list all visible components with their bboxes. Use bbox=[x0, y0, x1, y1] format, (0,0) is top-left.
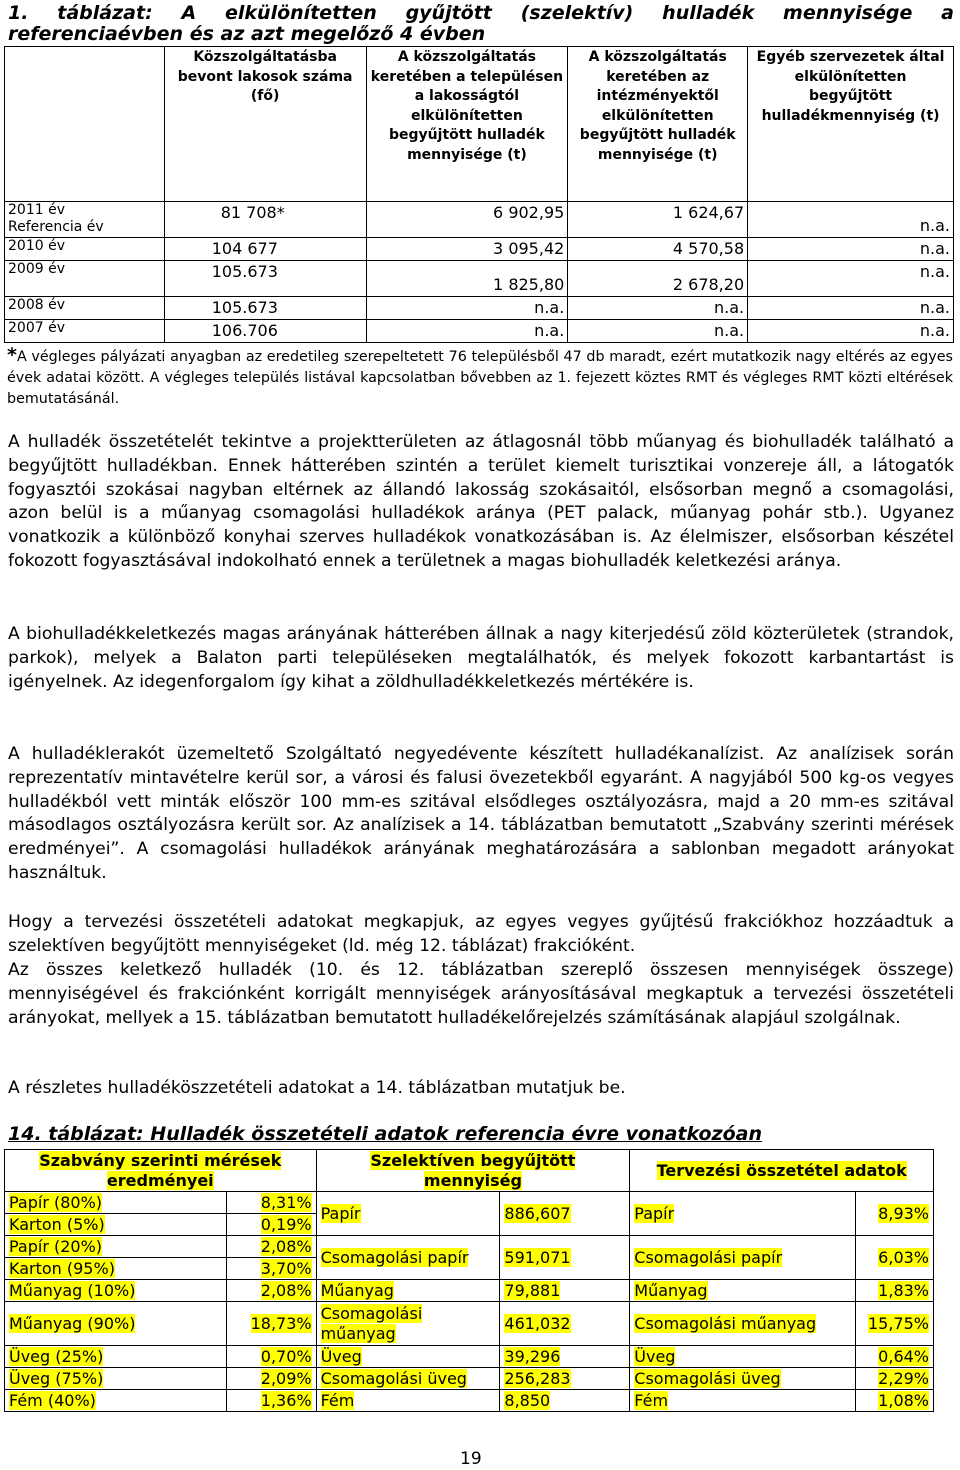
table-row bbox=[5, 1280, 934, 1302]
sel-value: 39,296 bbox=[504, 1346, 561, 1366]
table1-header-cell: A közszolgáltatás keretében az intézményektől elkülönítetten begyűjtött hulladék mennyisége (t) bbox=[568, 47, 748, 202]
sel-value: 591,071 bbox=[504, 1247, 571, 1267]
table14 bbox=[4, 1149, 934, 1412]
table14-header-cell bbox=[630, 1150, 934, 1192]
std-name: Papír (80%) bbox=[9, 1192, 103, 1212]
table14-header-row bbox=[5, 1150, 934, 1192]
residential-cell: 1 825,80 bbox=[366, 261, 568, 297]
std-value: 8,31% bbox=[260, 1192, 312, 1212]
plan-value: 15,75% bbox=[867, 1313, 929, 1333]
sel-name: Fém bbox=[320, 1390, 355, 1410]
other-cell: n.a. bbox=[748, 202, 954, 238]
institutional-cell: n.a. bbox=[568, 297, 748, 320]
std-name: Karton (5%) bbox=[9, 1214, 105, 1234]
plan-value: 1,08% bbox=[878, 1390, 929, 1410]
plan-name-cell bbox=[630, 1236, 856, 1280]
year-cell: 2007 év bbox=[5, 320, 165, 343]
plan-name-cell bbox=[630, 1302, 856, 1346]
std-name-cell bbox=[5, 1390, 227, 1412]
std-value: 3,70% bbox=[260, 1258, 312, 1278]
std-value: 18,73% bbox=[250, 1313, 312, 1333]
sel-name-cell bbox=[316, 1280, 500, 1302]
year-label: 2011 év bbox=[8, 202, 65, 218]
plan-name-cell bbox=[630, 1192, 856, 1236]
table1-header-cell bbox=[5, 47, 165, 202]
year-sublabel: Referencia év bbox=[8, 219, 104, 235]
table1-title-line1: 1. táblázat: A elkülönítetten gyűjtött (szelektív) hulladék mennyisége a bbox=[8, 2, 954, 24]
footnote-star: * bbox=[7, 344, 17, 366]
plan-name: Papír bbox=[634, 1203, 675, 1223]
table-row bbox=[5, 238, 954, 261]
sel-name-cell bbox=[316, 1368, 500, 1390]
plan-name: Csomagolási üveg bbox=[634, 1368, 781, 1388]
plan-name: Csomagolási papír bbox=[634, 1247, 783, 1267]
sel-value-cell bbox=[500, 1368, 630, 1390]
sel-name: Csomagolási üveg bbox=[320, 1368, 467, 1388]
sel-name-cell bbox=[316, 1390, 500, 1412]
table1-footnote bbox=[7, 345, 953, 410]
population-cell: 81 708* bbox=[164, 202, 366, 238]
plan-value: 2,29% bbox=[878, 1368, 929, 1388]
std-name: Karton (95%) bbox=[9, 1258, 115, 1278]
paragraph: A hulladék összetételét tekintve a projektterületen az átlagosnál több műanyag és biohulladék található a begyűjtött hulladékban. Ennek hátterében szintén a terület kiemelt turisztikai vonzereje áll, a látogatók fogyasztói szokásai nagyban eltérnek az állandó lakosság szokásaitól, elsősorban megnő a csomagolási, azon belül is a műanyag csomagolási hulladékok aránya (PET palack, műanyag pohár stb.). Ugyanez vonatkozik a különböző konyhai szerves hulladékok vonatkozásában is. Az élelmiszer, elsősorban készétel fokozott fogyasztásával indokolható ennek a területnek a magas biohulladék keletkezési aránya. bbox=[8, 432, 954, 571]
plan-value-cell bbox=[855, 1302, 933, 1346]
table-row bbox=[5, 1346, 934, 1368]
plan-value-cell bbox=[855, 1390, 933, 1412]
year-cell: 2010 év bbox=[5, 238, 165, 261]
plan-value-cell bbox=[855, 1346, 933, 1368]
population-cell: 105.673 bbox=[164, 261, 366, 297]
std-name-cell bbox=[5, 1280, 227, 1302]
plan-value-cell bbox=[855, 1192, 933, 1236]
sel-value-cell bbox=[500, 1302, 630, 1346]
residential-cell: 6 902,95 bbox=[366, 202, 568, 238]
std-name-cell bbox=[5, 1236, 227, 1258]
year-cell bbox=[5, 202, 165, 238]
population-cell: 106.706 bbox=[164, 320, 366, 343]
std-name-cell bbox=[5, 1192, 227, 1214]
std-value-cell bbox=[226, 1302, 316, 1346]
sel-name: Papír bbox=[320, 1203, 361, 1223]
plan-name-cell bbox=[630, 1390, 856, 1412]
paragraph: Az összes keletkező hulladék (10. és 12. táblázatban szereplő összesen mennyiségek összege) mennyiségével és frakciónként korrigált mennyiségek arányosításával megkaptuk a tervezési összetételi arányokat, mellyek a 15. táblázatban bemutatott hulladékelőrejelzés számításának alapjául szolgálnak. bbox=[8, 960, 954, 1028]
table-row bbox=[5, 1368, 934, 1390]
population-cell: 104 677 bbox=[164, 238, 366, 261]
header-text: Tervezési összetétel adatok bbox=[656, 1160, 907, 1180]
plan-value: 0,64% bbox=[878, 1346, 929, 1366]
page-number: 19 bbox=[460, 1449, 482, 1469]
other-cell: n.a. bbox=[748, 238, 954, 261]
sel-value-cell bbox=[500, 1346, 630, 1368]
residential-cell: 3 095,42 bbox=[366, 238, 568, 261]
paragraph: A részletes hulladéköszzetételi adatokat a 14. táblázatban mutatjuk be. bbox=[8, 1078, 626, 1098]
institutional-cell: 4 570,58 bbox=[568, 238, 748, 261]
table1 bbox=[4, 46, 954, 343]
plan-name: Üveg bbox=[634, 1346, 676, 1366]
table-row bbox=[5, 261, 954, 297]
plan-name: Műanyag bbox=[634, 1280, 708, 1300]
table-row bbox=[5, 1192, 934, 1214]
std-name: Üveg (25%) bbox=[9, 1346, 104, 1366]
std-name-cell bbox=[5, 1368, 227, 1390]
sel-value: 461,032 bbox=[504, 1313, 571, 1333]
institutional-cell: 2 678,20 bbox=[568, 261, 748, 297]
paragraph: Hogy a tervezési összetételi adatokat megkapjuk, az egyes vegyes gyűjtésű frakciókhoz hozzáadtuk a szelektíven begyűjtött mennyiségeket (ld. még 12. táblázat) frakcióként. bbox=[8, 912, 954, 956]
plan-name: Fém bbox=[634, 1390, 669, 1410]
sel-value-cell bbox=[500, 1390, 630, 1412]
std-name-cell bbox=[5, 1214, 227, 1236]
std-name: Műanyag (10%) bbox=[9, 1280, 136, 1300]
table14-header-cell bbox=[316, 1150, 630, 1192]
sel-name-cell bbox=[316, 1236, 500, 1280]
year-cell: 2008 év bbox=[5, 297, 165, 320]
residential-cell: n.a. bbox=[366, 297, 568, 320]
table1-header-cell: Egyéb szervezetek által elkülönítetten begyűjtött hulladékmennyiség (t) bbox=[748, 47, 954, 202]
sel-name-cell bbox=[316, 1192, 500, 1236]
std-value: 2,08% bbox=[260, 1236, 312, 1256]
std-value: 0,19% bbox=[260, 1214, 312, 1234]
std-name: Papír (20%) bbox=[9, 1236, 103, 1256]
std-name: Fém (40%) bbox=[9, 1390, 96, 1410]
other-cell: n.a. bbox=[748, 261, 954, 297]
table-row bbox=[5, 1302, 934, 1346]
header-text: Szabvány szerinti mérések eredményei bbox=[39, 1150, 282, 1190]
plan-name-cell bbox=[630, 1346, 856, 1368]
table-row bbox=[5, 297, 954, 320]
institutional-cell: 1 624,67 bbox=[568, 202, 748, 238]
sel-name-cell bbox=[316, 1346, 500, 1368]
other-cell: n.a. bbox=[748, 320, 954, 343]
std-name: Műanyag (90%) bbox=[9, 1313, 136, 1333]
table-row bbox=[5, 320, 954, 343]
plan-name: Csomagolási műanyag bbox=[634, 1313, 817, 1333]
table-row bbox=[5, 1236, 934, 1258]
year-cell: 2009 év bbox=[5, 261, 165, 297]
std-value-cell bbox=[226, 1390, 316, 1412]
plan-value: 1,83% bbox=[878, 1280, 929, 1300]
std-name-cell bbox=[5, 1258, 227, 1280]
std-name-cell bbox=[5, 1346, 227, 1368]
sel-value: 79,881 bbox=[504, 1280, 561, 1300]
sel-name: Csomagolási műanyag bbox=[320, 1303, 423, 1343]
table14-header-cell bbox=[5, 1150, 317, 1192]
std-name: Üveg (75%) bbox=[9, 1368, 104, 1388]
std-value-cell bbox=[226, 1368, 316, 1390]
sel-value-cell bbox=[500, 1236, 630, 1280]
plan-value-cell bbox=[855, 1236, 933, 1280]
sel-name: Csomagolási papír bbox=[320, 1247, 469, 1267]
table1-header-row bbox=[5, 47, 954, 202]
std-value: 1,36% bbox=[260, 1390, 312, 1410]
sel-name: Műanyag bbox=[320, 1280, 394, 1300]
sel-value-cell bbox=[500, 1192, 630, 1236]
residential-cell: n.a. bbox=[366, 320, 568, 343]
std-value: 2,08% bbox=[260, 1280, 312, 1300]
sel-value: 886,607 bbox=[504, 1203, 571, 1223]
table14-title: 14. táblázat: Hulladék összetételi adatok referencia évre vonatkozóan bbox=[8, 1123, 763, 1145]
std-value: 2,09% bbox=[260, 1368, 312, 1388]
header-text: Szelektíven begyűjtött mennyiség bbox=[370, 1150, 576, 1190]
paragraph: A hulladéklerakót üzemeltető Szolgáltató negyedévente készített hulladékanalízist. Az analízisek során reprezentatív mintavételre kerül sor, a városi és falusi övezetekből egyaránt. A nagyjából 500 kg-os vegyes hulladékból vett minták először 100 mm-es szitával elsődleges osztályozásra, majd a 20 mm-es szitával másodlagos osztályozásra került sor. Az analízisek a 14. táblázatban bemutatott „Szabvány szerinti mérések eredményei”. A csomagolási hulladékok arányának meghatározására a sablonban megadott arányokat használtuk. bbox=[8, 744, 954, 883]
table-row bbox=[5, 202, 954, 238]
plan-name-cell bbox=[630, 1280, 856, 1302]
sel-value: 256,283 bbox=[504, 1368, 571, 1388]
std-value: 0,70% bbox=[260, 1346, 312, 1366]
std-value-cell bbox=[226, 1258, 316, 1280]
institutional-cell: n.a. bbox=[568, 320, 748, 343]
plan-value-cell bbox=[855, 1280, 933, 1302]
sel-value-cell bbox=[500, 1280, 630, 1302]
table1-title-line2: referenciaévben és az azt megelőző 4 évben bbox=[8, 23, 486, 45]
plan-value: 6,03% bbox=[878, 1247, 929, 1267]
plan-value: 8,93% bbox=[878, 1203, 929, 1223]
std-value-cell bbox=[226, 1236, 316, 1258]
table1-header-cell: A közszolgáltatás keretében a településen a lakosságtól elkülönítetten begyűjtött hulladék mennyisége (t) bbox=[366, 47, 568, 202]
footnote-text: A végleges pályázati anyagban az eredetileg szerepeltetett 76 településből 47 db maradt, ezért mutatkozik nagy eltérés az egyes évek adatai között. A végleges település listával kapcsolatban bővebben az 1. fejezett köztes RMT és végleges RMT közti eltérések bemutatásánál. bbox=[7, 349, 953, 407]
sel-value: 8,850 bbox=[504, 1390, 551, 1410]
paragraph: A biohulladékkeletkezés magas arányának hátterében állnak a nagy kiterjedésű zöld közterületek (strandok, parkok), melyek a Balaton parti településeken megtalálhatók, és melyek fokozott karbantartást is igényelnek. Az idegenforgalom így kihat a zöldhulladékkeletkezés mértékére is. bbox=[8, 624, 954, 692]
sel-name-cell bbox=[316, 1302, 500, 1346]
std-value-cell bbox=[226, 1280, 316, 1302]
sel-name: Üveg bbox=[320, 1346, 362, 1366]
std-name-cell bbox=[5, 1302, 227, 1346]
std-value-cell bbox=[226, 1346, 316, 1368]
std-value-cell bbox=[226, 1192, 316, 1214]
plan-value-cell bbox=[855, 1368, 933, 1390]
plan-name-cell bbox=[630, 1368, 856, 1390]
table1-header-cell: Közszolgáltatásba bevont lakosok száma (fő) bbox=[164, 47, 366, 202]
population-cell: 105.673 bbox=[164, 297, 366, 320]
std-value-cell bbox=[226, 1214, 316, 1236]
other-cell: n.a. bbox=[748, 297, 954, 320]
table-row bbox=[5, 1390, 934, 1412]
